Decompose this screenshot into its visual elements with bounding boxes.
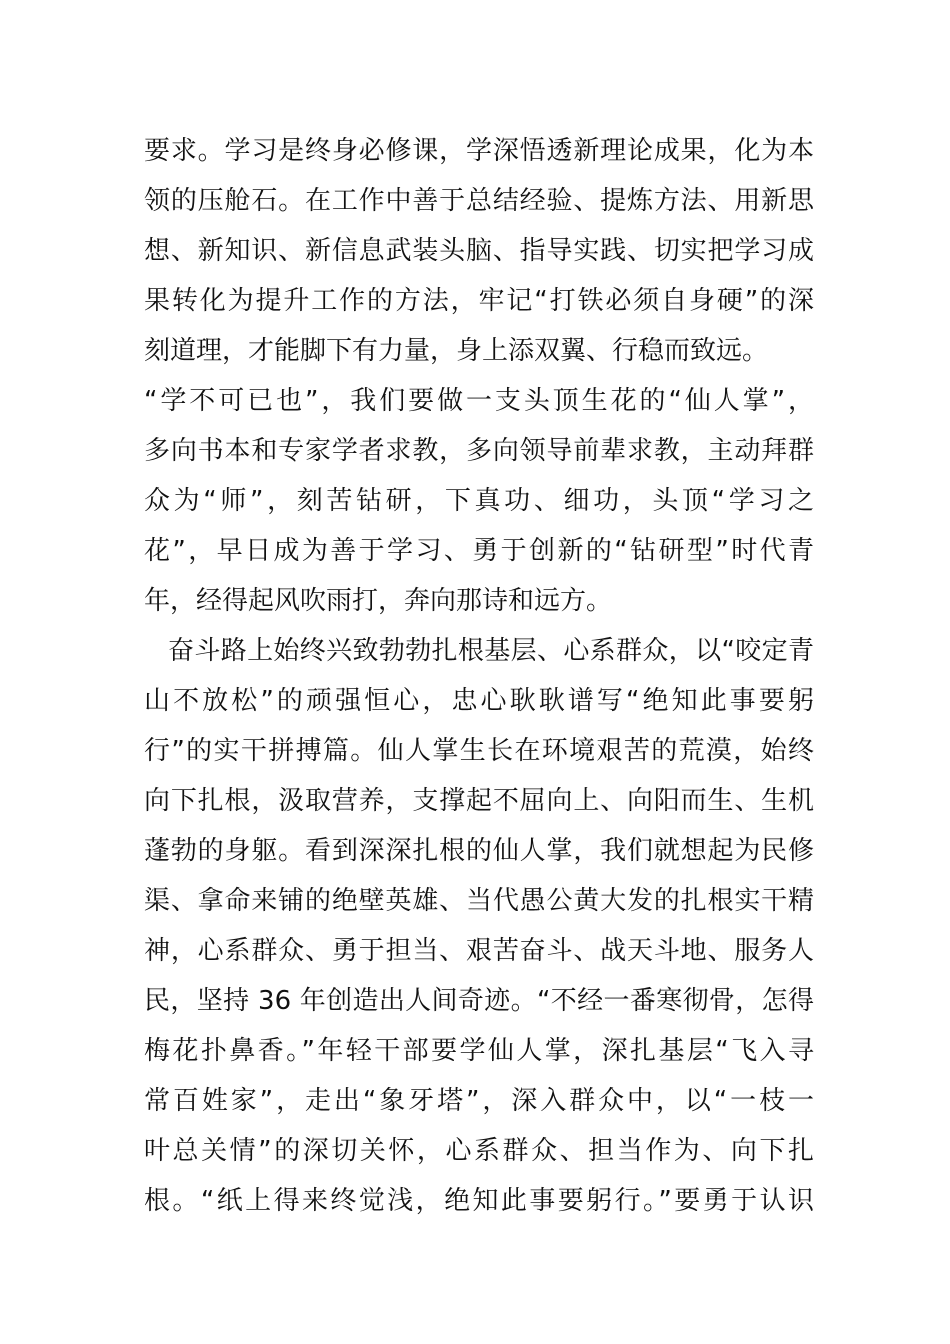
text-line: 向下扎根，汲取营养，支撑起不屈向上、向阳而生、生机 xyxy=(144,786,814,816)
text-line: 山不放松”的顽强恒心，忠心耿耿谱写“绝知此事要躬 xyxy=(144,686,814,716)
text-line: 刻道理，才能脚下有力量，身上添双翼、行稳而致远。 xyxy=(144,336,769,366)
text-line: 根。“纸上得来终觉浅，绝知此事要躬行。”要勇于认识 xyxy=(144,1186,814,1216)
text-line: 果转化为提升工作的方法，牢记“打铁必须自身硬”的深 xyxy=(144,286,814,316)
text-line: “学不可已也”，我们要做一支头顶生花的“仙人掌”， xyxy=(144,386,814,416)
text-line: 常百姓家”，走出“象牙塔”，深入群众中，以“一枝一 xyxy=(144,1086,814,1116)
text-line: 花”，早日成为善于学习、勇于创新的“钻研型”时代青 xyxy=(144,536,814,566)
text-line: 渠、拿命来铺的绝壁英雄、当代愚公黄大发的扎根实干精 xyxy=(144,886,814,916)
text-line: 想、新知识、新信息武装头脑、指导实践、切实把学习成 xyxy=(144,236,814,266)
text-line: 年，经得起风吹雨打，奔向那诗和远方。 xyxy=(144,586,613,616)
text-line: 众为“师”，刻苦钻研，下真功、细功，头顶“学习之 xyxy=(144,486,814,516)
text-line: 叶总关情”的深切关怀，心系群众、担当作为、向下扎 xyxy=(144,1136,814,1166)
text-line: 要求。学习是终身必修课，学深悟透新理论成果，化为本 xyxy=(144,136,814,166)
text-line: 奋斗路上始终兴致勃勃扎根基层、心系群众，以“咬定青 xyxy=(168,636,814,666)
text-line: 领的压舱石。在工作中善于总结经验、提炼方法、用新思 xyxy=(144,186,814,216)
text-line: 蓬勃的身躯。看到深深扎根的仙人掌，我们就想起为民修 xyxy=(144,836,814,866)
body-text xyxy=(144,126,814,1226)
text-line: 梅花扑鼻香。”年轻干部要学仙人掌，深扎基层“飞入寻 xyxy=(144,1036,814,1066)
text-line: 民，坚持 36 年创造出人间奇迹。“不经一番寒彻骨，怎得 xyxy=(144,986,814,1016)
text-line: 行”的实干拼搏篇。仙人掌生长在环境艰苦的荒漠，始终 xyxy=(144,736,814,766)
text-line: 神，心系群众、勇于担当、艰苦奋斗、战天斗地、服务人 xyxy=(144,936,814,966)
text-line: 多向书本和专家学者求教，多向领导前辈求教，主动拜群 xyxy=(144,436,814,466)
